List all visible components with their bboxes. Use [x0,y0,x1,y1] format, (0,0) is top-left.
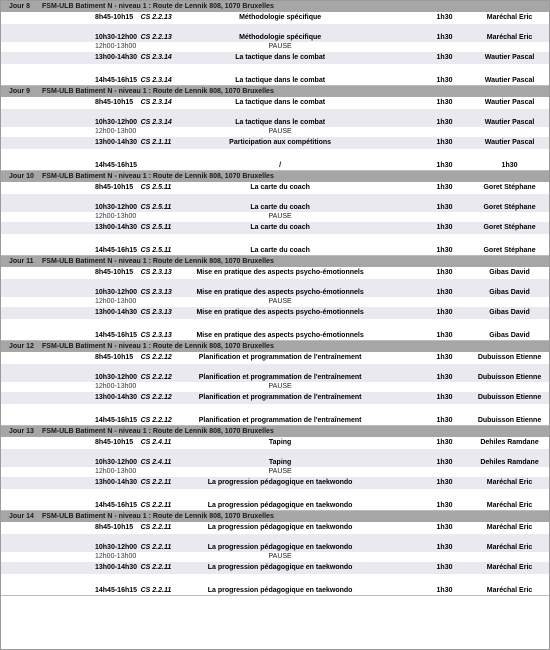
session-code: CS 2.3.14 [140,77,172,84]
day-header [1,171,549,182]
session-instructor: Dubuisson Etienne [477,373,542,381]
session-time: 14h45-16h15 [95,502,138,509]
pause-row [1,42,549,53]
session-instructor: Wautier Pascal [484,54,535,62]
day-header [1,511,549,522]
session-duration: 1h30 [436,479,453,487]
session-time: 12h00-13h00 [95,128,137,136]
session-duration: 1h30 [436,564,453,572]
session-code: CS 2.3.14 [140,99,172,106]
session-code: CS 2.2.13 [140,14,172,21]
session-row [1,307,549,319]
session-row [1,52,549,64]
session-title: PAUSE [268,43,292,51]
session-title: PAUSE [268,298,292,306]
session-row [1,234,549,256]
session-duration: 1h30 [436,54,453,62]
session-row [1,12,549,24]
session-code: CS 2.2.12 [140,394,172,402]
session-duration: 1h30 [436,587,453,594]
session-time: 13h00-14h30 [95,564,138,572]
session-title: Taping [268,458,292,466]
day-sessions [1,97,549,172]
session-time: 8h45-10h15 [95,439,134,446]
session-code: CS 2.3.14 [140,54,172,62]
day-location: FSM-ULB Batiment N - niveau 1 : Route de Lennik 808, 1070 Bruxelles [42,427,274,435]
day-sessions [1,352,549,427]
session-instructor: Maréchal Eric [486,502,533,509]
session-code: CS 2.2.11 [140,502,172,509]
session-time: 10h30-12h00 [95,288,138,296]
session-title: La progression pédagogique en taekwondo [207,543,353,551]
session-duration: 1h30 [436,439,453,446]
session-title: Planification et programmation de l'entraînement [198,394,362,402]
session-code: CS 2.2.12 [140,417,172,424]
session-code: CS 2.1.11 [140,139,172,147]
session-code: CS 2.5.11 [140,224,172,232]
session-duration: 1h30 [436,458,453,466]
session-row [1,404,549,426]
session-row [1,437,549,449]
day-block [1,426,549,511]
session-code: CS 2.3.13 [140,288,172,296]
session-title: La progression pédagogique en taekwondo [207,479,353,487]
session-title: La carte du coach [250,203,310,211]
session-row [1,392,549,404]
session-title: La tactique dans le combat [235,118,326,126]
session-code: CS 2.2.11 [140,587,172,594]
session-title: Planification et programmation de l'entraînement [198,373,362,381]
session-time: 14h45-16h15 [95,247,138,254]
session-duration: 1h30 [436,373,453,381]
day-block [1,256,549,341]
session-title: La tactique dans le combat [235,99,326,106]
session-duration: 1h30 [436,14,453,21]
session-instructor: Wautier Pascal [484,139,535,147]
day-block [1,341,549,426]
session-code: CS 2.4.11 [140,439,172,446]
session-duration: 1h30 [436,502,453,509]
session-instructor: Goret Stéphane [483,184,536,191]
day-sessions [1,437,549,512]
day-label: Jour 13 [9,427,34,435]
session-title: PAUSE [268,128,292,136]
day-header [1,1,549,12]
session-time: 14h45-16h15 [95,332,138,339]
session-title: Planification et programmation de l'entraînement [198,417,362,424]
session-time: 10h30-12h00 [95,458,138,466]
session-duration: 1h30 [436,99,453,106]
session-time: 10h30-12h00 [95,543,138,551]
session-code: CS 2.5.11 [140,247,172,254]
day-label: Jour 11 [9,257,34,265]
session-title: La tactique dans le combat [235,54,326,62]
day-header [1,86,549,97]
day-header [1,341,549,352]
session-duration: 1h30 [436,354,453,361]
session-instructor: Dubuisson Etienne [477,354,542,361]
session-duration: 1h30 [436,269,453,276]
session-row [1,182,549,194]
session-code: CS 2.5.11 [140,203,172,211]
session-instructor: Wautier Pascal [484,118,535,126]
day-label: Jour 8 [9,2,31,10]
session-row [1,489,549,511]
session-time: 12h00-13h00 [95,553,137,561]
session-duration: 1h30 [436,139,453,147]
session-title: Méthodologie spécifique [239,33,322,41]
day-header [1,426,549,437]
day-location: FSM-ULB Batiment N - niveau 1 : Route de Lennik 808, 1070 Bruxelles [42,512,274,520]
session-instructor: Dehiles Ramdane [480,439,539,446]
session-title: Mise en pratique des aspects psycho-émotionnels [196,332,364,339]
session-duration: 1h30 [436,184,453,191]
session-duration: 1h30 [436,247,453,254]
session-title: La progression pédagogique en taekwondo [207,564,353,572]
session-code: CS 2.4.11 [140,458,172,466]
session-instructor: Maréchal Eric [486,564,533,572]
session-duration: 1h30 [436,77,453,84]
session-instructor: Maréchal Eric [486,524,533,531]
session-code: CS 2.2.11 [140,543,172,551]
day-location: FSM-ULB Batiment N - niveau 1 : Route de Lennik 808, 1070 Bruxelles [42,87,274,95]
session-instructor: Gibas David [489,309,530,317]
session-title: La progression pédagogique en taekwondo [207,502,353,509]
session-duration: 1h30 [436,288,453,296]
session-time: 8h45-10h15 [95,184,134,191]
day-header [1,256,549,267]
session-title: Participation aux compétitions [229,139,332,147]
session-instructor: Goret Stéphane [483,203,536,211]
session-title: Planification et programmation de l'entraînement [198,354,362,361]
session-row [1,267,549,279]
session-row [1,194,549,212]
session-instructor: Goret Stéphane [483,224,536,232]
session-instructor: Goret Stéphane [483,247,536,254]
session-duration: 1h30 [436,543,453,551]
session-time: 8h45-10h15 [95,14,134,21]
session-row [1,449,549,467]
session-title: Mise en pratique des aspects psycho-émotionnels [196,269,364,276]
pause-row [1,552,549,563]
session-time: 10h30-12h00 [95,33,138,41]
session-instructor: Gibas David [489,332,530,339]
session-time: 14h45-16h15 [95,77,138,84]
session-row [1,64,549,86]
session-row [1,477,549,489]
session-code: CS 2.3.14 [140,118,172,126]
day-label: Jour 10 [9,172,34,180]
session-time: 8h45-10h15 [95,99,134,106]
session-title: La carte du coach [250,247,310,254]
session-instructor: Gibas David [489,269,530,276]
session-title: / [279,162,282,169]
pause-row [1,212,549,223]
session-title: Mise en pratique des aspects psycho-émotionnels [196,309,364,317]
session-row [1,222,549,234]
session-code: CS 2.3.13 [140,269,172,276]
session-time: 8h45-10h15 [95,524,134,531]
session-row [1,137,549,149]
day-sessions [1,267,549,342]
session-row [1,364,549,382]
session-row [1,534,549,552]
session-time: 12h00-13h00 [95,213,137,221]
session-row [1,352,549,364]
session-duration: 1h30 [436,162,453,169]
session-code: CS 2.2.11 [140,564,172,572]
day-location: FSM-ULB Batiment N - niveau 1 : Route de Lennik 808, 1070 Bruxelles [42,342,274,350]
session-time: 13h00-14h30 [95,479,138,487]
session-code: CS 2.2.13 [140,33,172,41]
session-time: 8h45-10h15 [95,354,134,361]
session-time: 12h00-13h00 [95,383,137,391]
session-time: 12h00-13h00 [95,43,137,51]
session-code: CS 2.3.13 [140,309,172,317]
session-title: La progression pédagogique en taekwondo [207,524,353,531]
session-code: CS 2.2.11 [140,479,172,487]
session-title: Mise en pratique des aspects psycho-émotionnels [196,288,364,296]
session-instructor: Dehiles Ramdane [480,458,539,466]
session-row [1,149,549,171]
day-location: FSM-ULB Batiment N - niveau 1 : Route de Lennik 808, 1070 Bruxelles [42,257,274,265]
day-location: FSM-ULB Batiment N - niveau 1 : Route de Lennik 808, 1070 Bruxelles [42,172,274,180]
session-code: CS 2.3.13 [140,332,172,339]
session-instructor: Gibas David [489,288,530,296]
session-instructor: Maréchal Eric [486,587,533,594]
session-instructor: Maréchal Eric [486,543,533,551]
session-time: 10h30-12h00 [95,118,138,126]
session-code: CS 2.2.12 [140,373,172,381]
day-location: FSM-ULB Batiment N - niveau 1 : Route de Lennik 808, 1070 Bruxelles [42,2,274,10]
day-block [1,511,549,596]
session-time: 10h30-12h00 [95,373,138,381]
session-row [1,319,549,341]
session-title: PAUSE [268,383,292,391]
day-label: Jour 9 [9,87,31,95]
session-title: PAUSE [268,213,292,221]
day-block [1,1,549,86]
session-title: La progression pédagogique en taekwondo [207,587,353,594]
session-time: 10h30-12h00 [95,203,138,211]
day-label: Jour 12 [9,342,34,350]
day-sessions [1,182,549,257]
day-sessions [1,522,549,597]
session-title: PAUSE [268,468,292,476]
session-time: 12h00-13h00 [95,298,137,306]
session-time: 13h00-14h30 [95,394,138,402]
session-row [1,109,549,127]
session-instructor: Dubuisson Etienne [477,417,542,424]
session-duration: 1h30 [436,394,453,402]
session-title: La carte du coach [250,224,310,232]
session-duration: 1h30 [436,118,453,126]
session-instructor: Wautier Pascal [484,77,535,84]
session-code: CS 2.5.11 [140,184,172,191]
session-row [1,574,549,596]
session-instructor: Dubuisson Etienne [477,394,542,402]
session-duration: 1h30 [436,309,453,317]
pause-row [1,382,549,393]
pause-row [1,127,549,138]
session-instructor: 1h30 [501,162,518,169]
session-title: Taping [268,439,292,446]
session-code: CS 2.2.11 [140,524,172,531]
session-time: 13h00-14h30 [95,139,138,147]
session-time: 12h00-13h00 [95,468,137,476]
session-row [1,279,549,297]
session-duration: 1h30 [436,33,453,41]
session-duration: 1h30 [436,524,453,531]
session-time: 8h45-10h15 [95,269,134,276]
session-instructor: Wautier Pascal [484,99,535,106]
session-row [1,522,549,534]
session-duration: 1h30 [436,332,453,339]
session-time: 14h45-16h15 [95,417,138,424]
session-duration: 1h30 [436,224,453,232]
session-instructor: Maréchal Eric [486,479,533,487]
session-code: CS 2.2.12 [140,354,172,361]
session-time: 13h00-14h30 [95,54,138,62]
session-title: Méthodologie spécifique [239,14,322,21]
session-time: 14h45-16h15 [95,162,138,169]
session-title: La tactique dans le combat [235,77,326,84]
session-row [1,24,549,42]
session-row [1,97,549,109]
day-sessions [1,12,549,87]
session-time: 14h45-16h15 [95,587,138,594]
session-duration: 1h30 [436,203,453,211]
session-time: 13h00-14h30 [95,309,138,317]
pause-row [1,297,549,308]
day-block [1,171,549,256]
session-row [1,562,549,574]
session-instructor: Maréchal Eric [486,14,533,21]
session-title: PAUSE [268,553,292,561]
session-title: La carte du coach [250,184,310,191]
session-time: 13h00-14h30 [95,224,138,232]
session-instructor: Maréchal Eric [486,33,533,41]
pause-row [1,467,549,478]
day-label: Jour 14 [9,512,34,520]
session-duration: 1h30 [436,417,453,424]
day-block [1,86,549,171]
